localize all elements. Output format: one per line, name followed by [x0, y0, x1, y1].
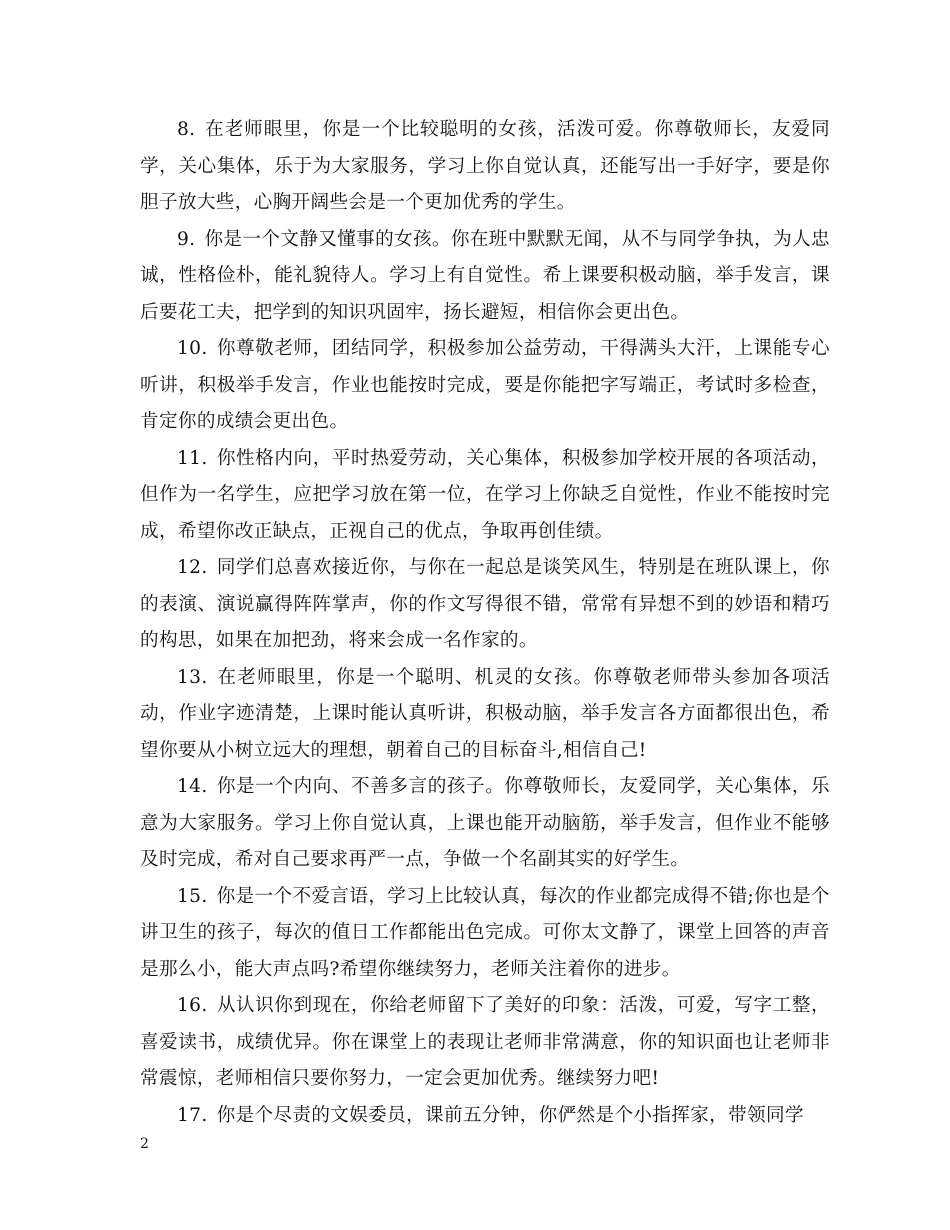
paragraph-text: 在老师眼里，你是一个聪明、机灵的女孩。你尊敬老师带头参加各项活动，作业字迹清楚，上课时能认真听讲，积极动脑，举手发言各方面都很出色，希望你要从小树立远大的理想，朝着自己的目标奋斗,相信自己!	[140, 666, 830, 761]
paragraph-number: 10.	[177, 338, 208, 359]
paragraph-number: 17.	[177, 1104, 208, 1126]
page-number: 2	[140, 1136, 149, 1152]
paragraph-10	[140, 331, 830, 441]
paragraph-number: 15.	[177, 885, 208, 907]
document-body	[140, 112, 830, 1134]
paragraph-16	[140, 988, 830, 1098]
paragraph-11	[140, 441, 830, 551]
paragraph-number: 13.	[177, 666, 208, 688]
paragraph-number: 8.	[177, 119, 196, 140]
paragraph-text: 你性格内向，平时热爱劳动，关心集体，积极参加学校开展的各项活动，但作为一名学生，应把学习放在第一位，在学习上你缺乏自觉性，作业不能按时完成，希望你改正缺点，正视自己的优点，争取再创佳绩。	[140, 447, 830, 542]
paragraph-13	[140, 660, 830, 770]
paragraph-text: 你是个尽责的文娱委员，课前五分钟，你俨然是个小指挥家，带领同学	[216, 1104, 804, 1126]
paragraph-text: 同学们总喜欢接近你，与你在一起总是谈笑风生，特别是在班队课上，你的表演、演说赢得阵阵掌声，你的作文写得很不错，常常有异想不到的妙语和精巧的构思，如果在加把劲，将来会成一名作家的。	[140, 557, 830, 651]
paragraph-number: 9.	[177, 228, 196, 250]
paragraph-15	[140, 879, 830, 989]
paragraph-number: 16.	[177, 995, 208, 1016]
paragraph-8	[140, 112, 830, 222]
paragraph-number: 14.	[177, 776, 208, 797]
paragraph-9	[140, 222, 830, 332]
paragraph-text: 从认识你到现在，你给老师留下了美好的印象：活泼，可爱，写字工整，喜爱读书，成绩优异。你在课堂上的表现让老师非常满意，你的知识面也让老师非常震惊，老师相信只要你努力，一定会更加优秀。继续努力吧!	[140, 995, 830, 1089]
paragraph-17	[140, 1098, 830, 1135]
paragraph-number: 11.	[177, 447, 208, 469]
paragraph-number: 12.	[177, 557, 208, 578]
paragraph-text: 在老师眼里，你是一个比较聪明的女孩，活泼可爱。你尊敬师长，友爱同学，关心集体，乐于为大家服务，学习上你自觉认真，还能写出一手好字，要是你胆子放大些，心胸开阔些会是一个更加优秀的学生。	[140, 119, 830, 213]
paragraph-text: 你是一个内向、不善多言的孩子。你尊敬师长，友爱同学，关心集体，乐意为大家服务。学习上你自觉认真，上课也能开动脑筋，举手发言，但作业不能够及时完成，希对自己要求再严一点，争做一个名副其实的好学生。	[140, 776, 830, 870]
paragraph-12	[140, 550, 830, 660]
paragraph-text: 你是一个不爱言语，学习上比较认真，每次的作业都完成得不错;你也是个讲卫生的孩子，每次的值日工作都能出色完成。可你太文静了，课堂上回答的声音是那么小，能大声点吗?希望你继续努力，老师关注着你的进步。	[140, 885, 830, 980]
paragraph-14	[140, 769, 830, 879]
paragraph-text: 你是一个文静又懂事的女孩。你在班中默默无闻，从不与同学争执，为人忠诚，性格俭朴，能礼貌待人。学习上有自觉性。希上课要积极动脑，举手发言，课后要花工夫，把学到的知识巩固牢，扬长避短，相信你会更出色。	[140, 228, 830, 323]
paragraph-text: 你尊敬老师，团结同学，积极参加公益劳动，干得满头大汗，上课能专心听讲，积极举手发言，作业也能按时完成，要是你能把字写端正，考试时多检查，肯定你的成绩会更出色。	[140, 338, 830, 432]
